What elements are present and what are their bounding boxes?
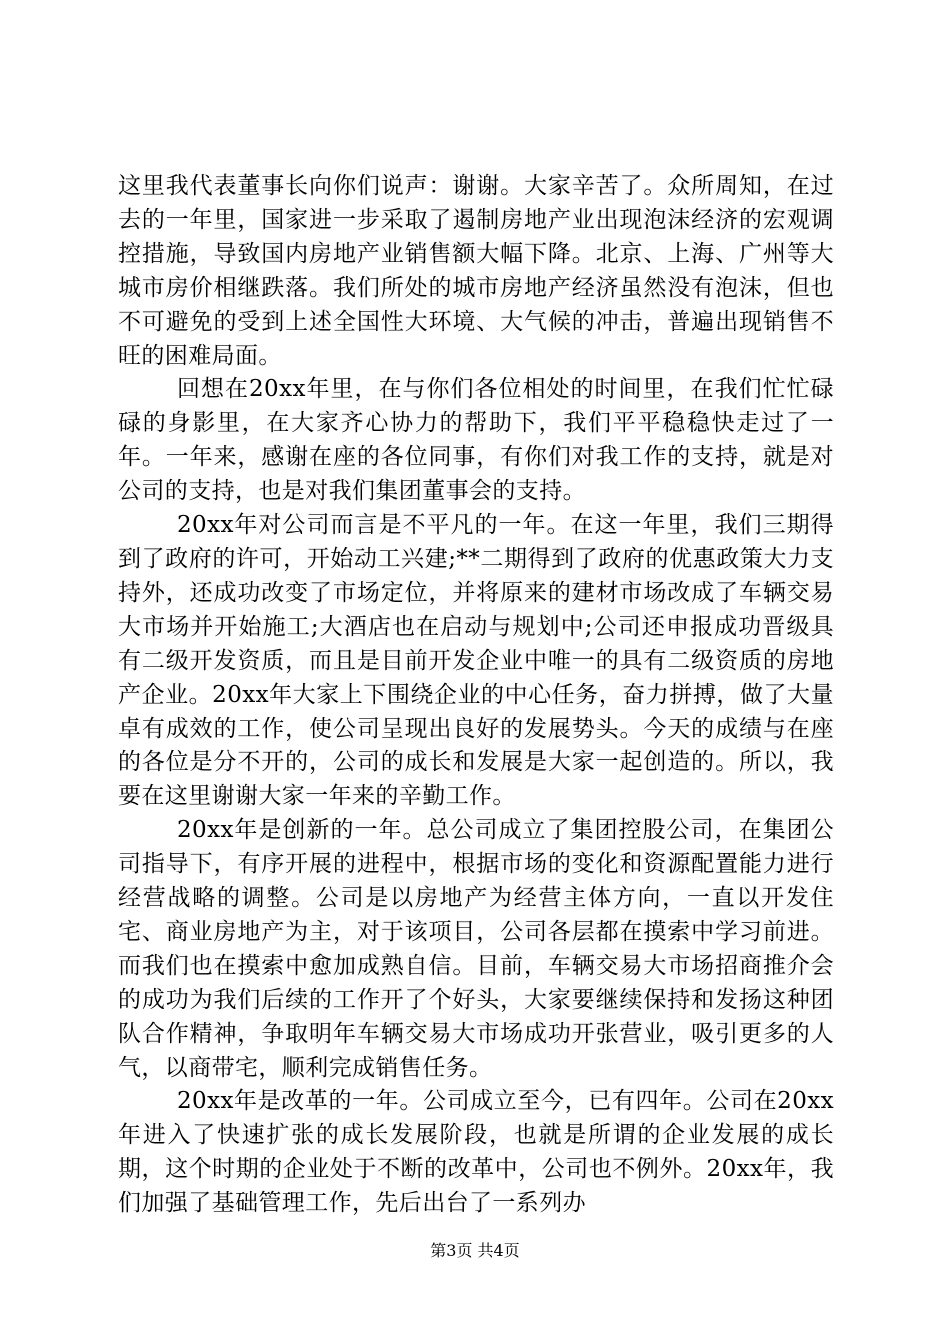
- page-number-label: 第3页 共4页: [430, 1241, 520, 1260]
- document-body: [118, 170, 834, 1221]
- paragraph-3: 20xx年对公司而言是不平凡的一年。在这一年里，我们三期得到了政府的许可，开始动工兴建;**二期得到了政府的优惠政策大力支持外，还成功改变了市场定位，并将原来的建材市场改成了车辆交易大市场并开始施工;大酒店也在启动与规划中;公司还申报成功晋级具有二级开发资质，而且是目前开发企业中唯一的具有二级资质的房地产企业。20xx年大家上下围绕企业的中心任务，奋力拼搏，做了大量卓有成效的工作，使公司呈现出良好的发展势头。今天的成绩与在座的各位是分不开的，公司的成长和发展是大家一起创造的。所以，我要在这里谢谢大家一年来的辛勤工作。: [118, 512, 834, 810]
- paragraph-1: 这里我代表董事长向你们说声：谢谢。大家辛苦了。众所周知，在过去的一年里，国家进一步采取了遏制房地产业出现泡沫经济的宏观调控措施，导致国内房地产业销售额大幅下降。北京、上海、广州等大城市房价相继跌落。我们所处的城市房地产经济虽然没有泡沫，但也不可避免的受到上述全国性大环境、大气候的冲击，普遍出现销售不旺的困难局面。: [118, 173, 834, 369]
- page-footer: [0, 1241, 950, 1261]
- paragraph-4: 20xx年是创新的一年。总公司成立了集团控股公司，在集团公司指导下，有序开展的进程中，根据市场的变化和资源配置能力进行经营战略的调整。公司是以房地产为经营主体方向，一直以开发住宅、商业房地产为主，对于该项目，公司各层都在摸索中学习前进。而我们也在摸索中愈加成熟自信。目前，车辆交易大市场招商推介会的成功为我们后续的工作开了个好头，大家要继续保持和发扬这种团队合作精神，争取明年车辆交易大市场成功开张营业，吸引更多的人气，以商带宅，顺利完成销售任务。: [118, 817, 834, 1081]
- paragraph-2: 回想在20xx年里，在与你们各位相处的时间里，在我们忙忙碌碌的身影里，在大家齐心协力的帮助下，我们平平稳稳快走过了一年。一年来，感谢在座的各位同事，有你们对我工作的支持，就是对公司的支持，也是对我们集团董事会的支持。: [118, 376, 834, 505]
- paragraph-5: 20xx年是改革的一年。公司成立至今，已有四年。公司在20xx年进入了快速扩张的成长发展阶段，也就是所谓的企业发展的成长期，这个时期的企业处于不断的改革中，公司也不例外。20xx年，我们加强了基础管理工作，先后出台了一系列办: [118, 1088, 834, 1217]
